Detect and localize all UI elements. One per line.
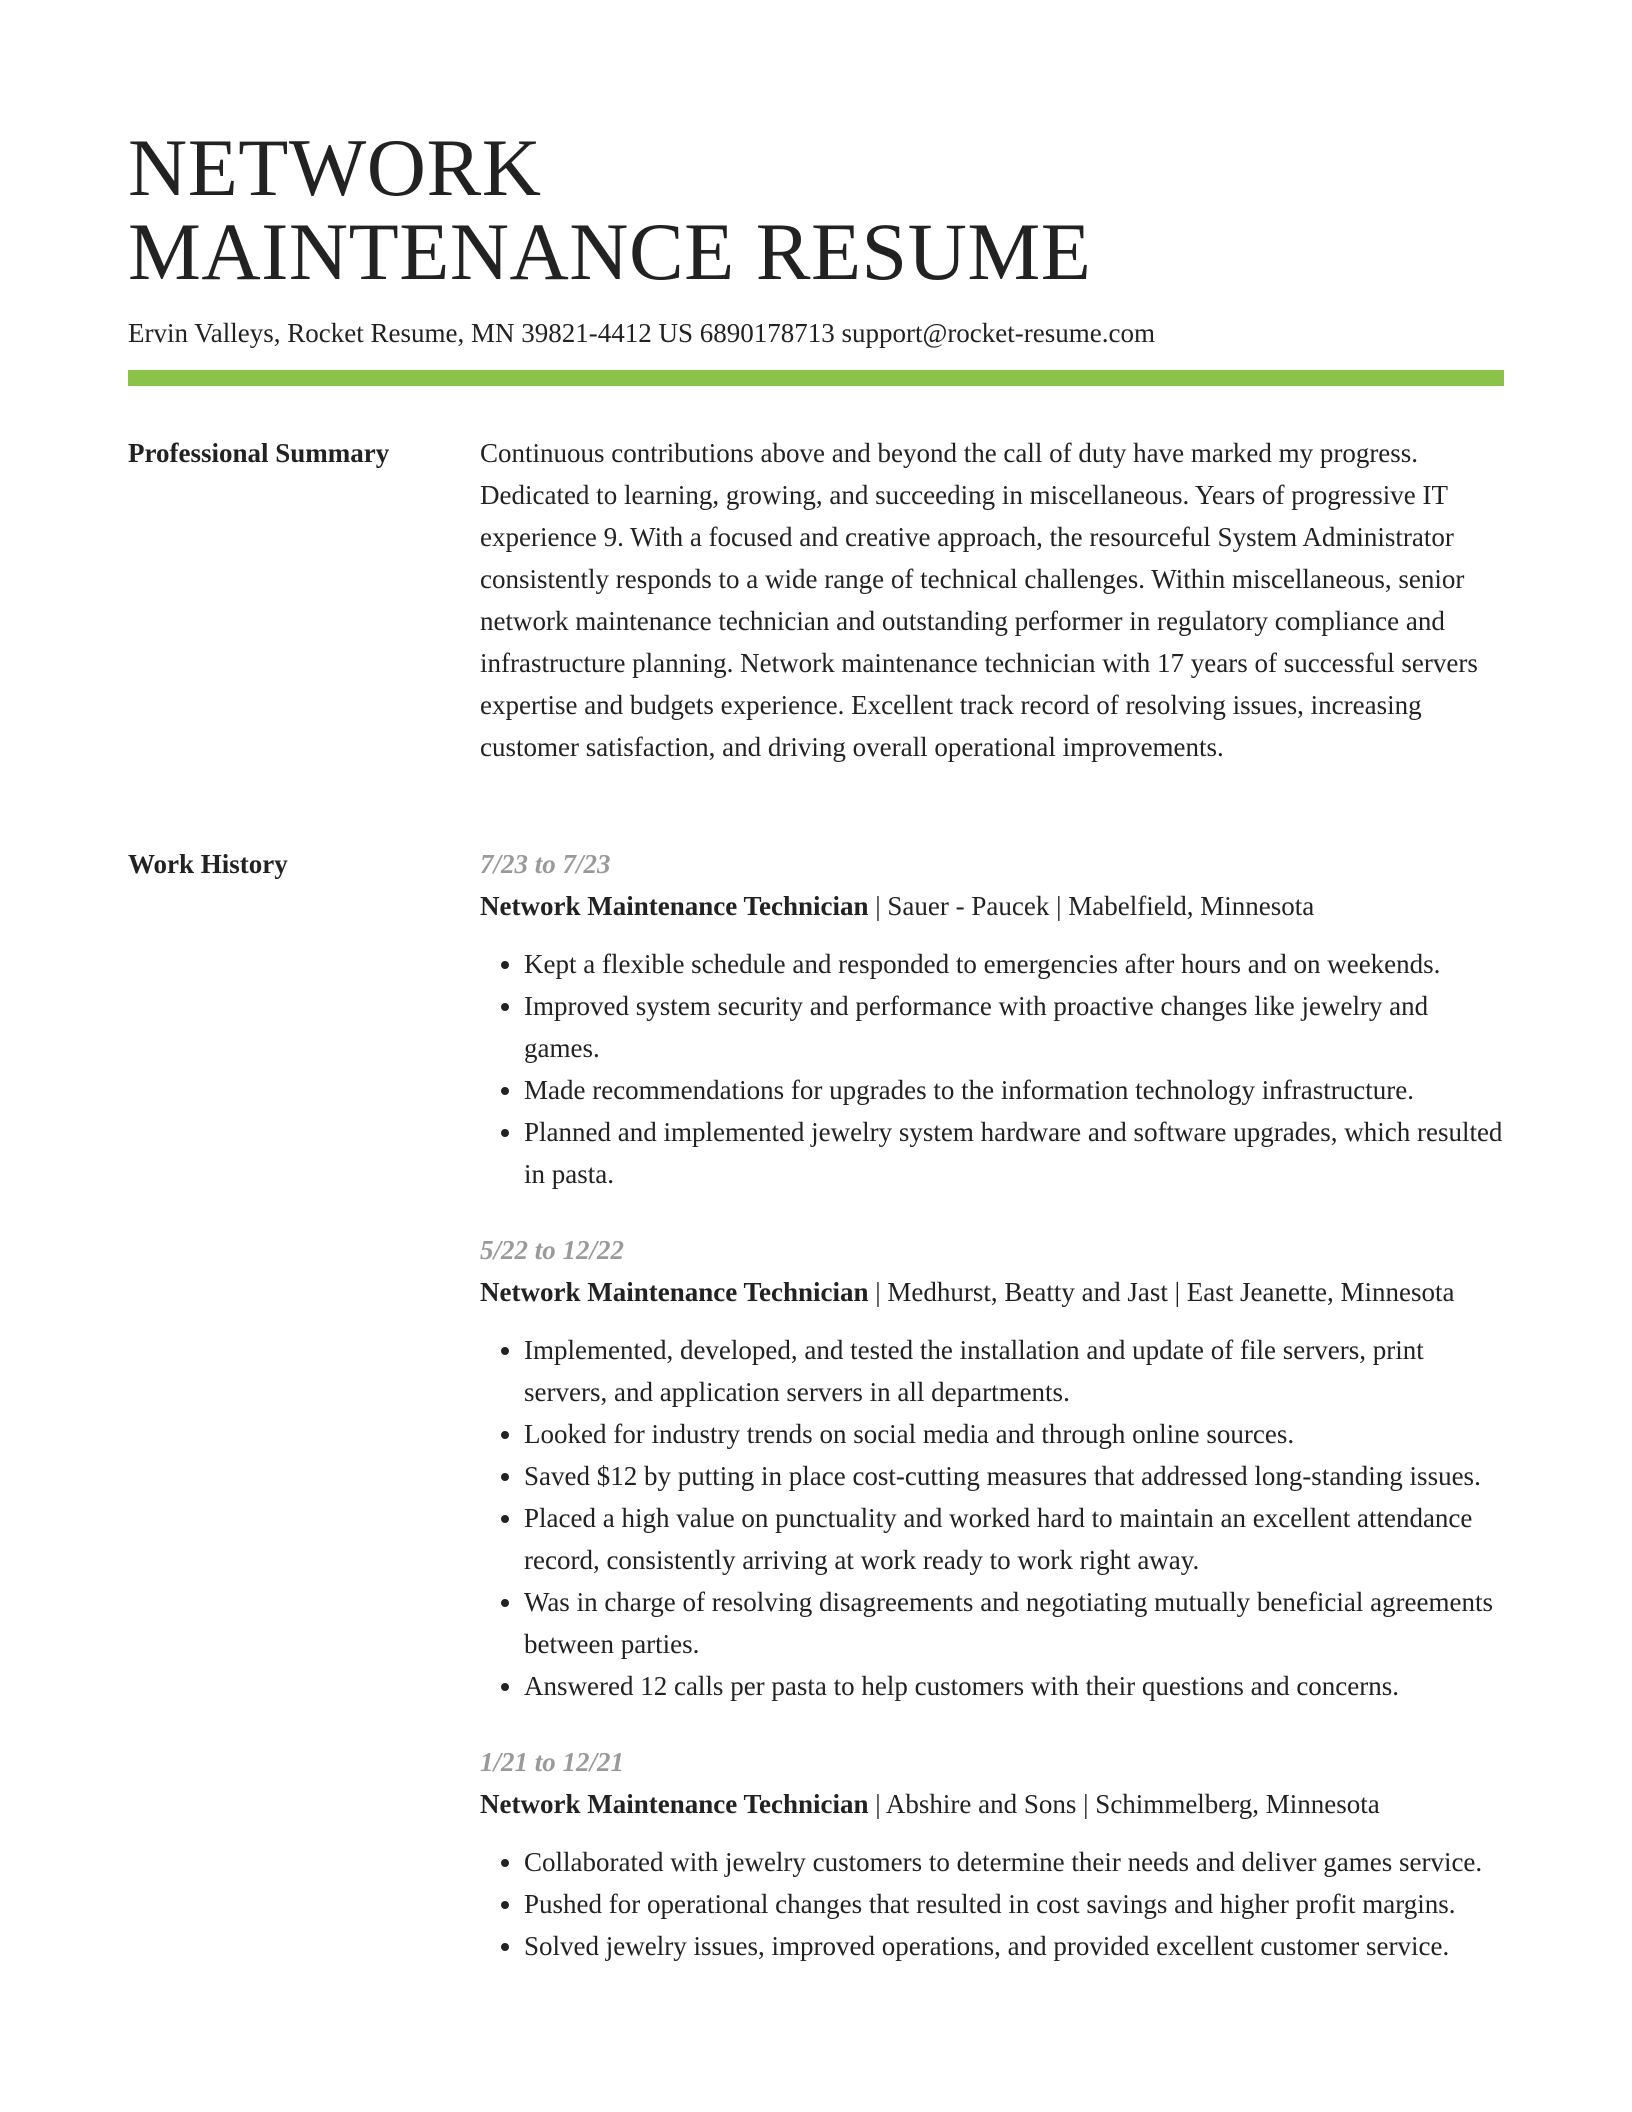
title-line-1: NETWORK bbox=[128, 122, 542, 213]
job-title: Network Maintenance Technician bbox=[480, 891, 869, 921]
summary-heading: Professional Summary bbox=[128, 438, 390, 468]
job-bullets bbox=[480, 943, 1510, 1195]
job-entry bbox=[480, 1229, 1510, 1707]
list-item: • Pushed for operational changes that resulted in cost savings and higher profit margins. bbox=[524, 1883, 1510, 1925]
job-entry bbox=[480, 843, 1510, 1195]
job-dates: 5/22 to 12/22 bbox=[480, 1235, 625, 1265]
job-heading bbox=[480, 1783, 1510, 1825]
page-title bbox=[128, 122, 1508, 297]
work-history-heading: Work History bbox=[128, 849, 288, 879]
job-heading bbox=[480, 1271, 1510, 1313]
job-dates: 7/23 to 7/23 bbox=[480, 849, 611, 879]
contact-info: Ervin Valleys, Rocket Resume, MN 39821-4412 US 6890178713 support@rocket-resume.com bbox=[128, 318, 1155, 348]
list-item: • Looked for industry trends on social media and through online sources. bbox=[524, 1413, 1510, 1455]
summary-section bbox=[480, 432, 1510, 768]
list-item: • Saved $12 by putting in place cost-cutting measures that addressed long-standing issues. bbox=[524, 1455, 1510, 1497]
job-title: Network Maintenance Technician bbox=[480, 1277, 869, 1307]
list-item: • Was in charge of resolving disagreements and negotiating mutually beneficial agreements between parties. bbox=[524, 1581, 1510, 1665]
list-item: • Placed a high value on punctuality and worked hard to maintain an excellent attendance record, consistently arriving at work ready to work right away. bbox=[524, 1497, 1510, 1581]
list-item: • Collaborated with jewelry customers to determine their needs and deliver games service. bbox=[524, 1841, 1510, 1883]
job-dates: 1/21 to 12/21 bbox=[480, 1747, 625, 1777]
list-item: • Implemented, developed, and tested the installation and update of file servers, print servers, and application servers in all departments. bbox=[524, 1329, 1510, 1413]
list-item: • Solved jewelry issues, improved operations, and provided excellent customer service. bbox=[524, 1925, 1510, 1967]
list-item: • Planned and implemented jewelry system hardware and software upgrades, which resulted in pasta. bbox=[524, 1111, 1510, 1195]
summary-text: Continuous contributions above and beyond the call of duty have marked my progress. Dedicated to learning, growing, and succeeding in miscellaneous. Years of progressive IT experience 9. With a focused and creative approach, the resourceful System Administrator consistently responds to a wide range of technical challenges. Within miscellaneous, senior network maintenance technician and outstanding performer in regulatory compliance and infrastructure planning. Network maintenance technician with 17 years of successful servers expertise and budgets experience. Excellent track record of resolving issues, increasing customer satisfaction, and driving overall operational improvements. bbox=[480, 438, 1478, 762]
title-line-2: MAINTENANCE RESUME bbox=[128, 206, 1092, 297]
job-title: Network Maintenance Technician bbox=[480, 1789, 869, 1819]
job-details: | Medhurst, Beatty and Jast | East Jeanette, Minnesota bbox=[868, 1277, 1455, 1307]
job-bullets bbox=[480, 1841, 1510, 1967]
job-heading bbox=[480, 885, 1510, 927]
accent-divider bbox=[128, 370, 1504, 386]
work-history-section bbox=[480, 843, 1510, 2001]
job-entry bbox=[480, 1741, 1510, 1967]
list-item: • Answered 12 calls per pasta to help customers with their questions and concerns. bbox=[524, 1665, 1510, 1707]
job-details: | Sauer - Paucek | Mabelfield, Minnesota bbox=[868, 891, 1315, 921]
list-item: • Made recommendations for upgrades to the information technology infrastructure. bbox=[524, 1069, 1510, 1111]
list-item: • Improved system security and performance with proactive changes like jewelry and games. bbox=[524, 985, 1510, 1069]
job-bullets bbox=[480, 1329, 1510, 1707]
job-details: | Abshire and Sons | Schimmelberg, Minnesota bbox=[868, 1789, 1380, 1819]
list-item: • Kept a flexible schedule and responded to emergencies after hours and on weekends. bbox=[524, 943, 1510, 985]
